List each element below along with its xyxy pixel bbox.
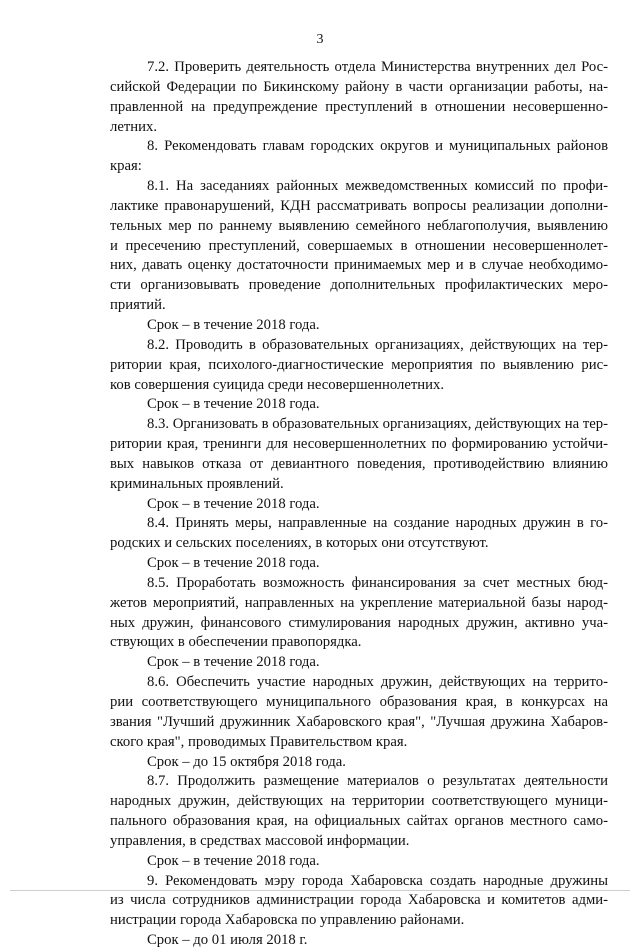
text-line: ков совершения суицида среди несовершеннолетних. [110, 376, 445, 393]
text-line: ритории края, тренинги для несовершеннолетних по формированию устойчи- [110, 436, 608, 453]
text-line: нистрации города Хабаровска по управлению районами. [110, 912, 465, 929]
text-line: летних. [110, 118, 158, 135]
scan-edge-rule [10, 890, 630, 891]
paragraph [110, 177, 608, 316]
text-line: народных дружин, действующих на территории соответствующего муници- [110, 793, 608, 810]
paragraph [110, 316, 608, 336]
text-line: приятий. [110, 297, 166, 314]
text-line: Срок – в течение 2018 года. [147, 654, 320, 671]
text-line: Срок – в течение 2018 года. [147, 495, 320, 512]
paragraph [110, 336, 608, 396]
text-line: 8.3. Организовать в образовательных организациях, действующих на тер- [147, 416, 608, 433]
paragraph [110, 931, 608, 951]
text-line: вых навыков отказа от девиантного поведения, противодействию влиянию [110, 455, 608, 472]
document-body [110, 58, 608, 951]
text-line: ского края", проводимых Правительством края. [110, 733, 408, 750]
text-line: них, давать оценку достаточности принимаемых мер и в случае необходимо- [110, 257, 608, 274]
paragraph [110, 653, 608, 673]
paragraph [110, 514, 608, 554]
text-line: сти организовывать проведение дополнительных профилактических меро- [110, 277, 608, 294]
text-line: управления, в средствах массовой информации. [110, 832, 410, 849]
text-line: Срок – в течение 2018 года. [147, 852, 320, 869]
text-line: пального образования края, на официальных сайтах органов местного само- [110, 813, 608, 830]
paragraph [110, 58, 608, 137]
paragraph [110, 673, 608, 752]
text-line: правленной на предупреждение преступлений в отношении несовершенно- [110, 98, 608, 115]
text-line: Срок – до 01 июля 2018 г. [147, 932, 308, 949]
text-line: ствующих в обеспечении правопорядка. [110, 634, 362, 651]
text-line: и пресечению преступлений, совершаемых в отношении несовершеннолет- [110, 237, 608, 254]
text-line: 8. Рекомендовать главам городских округов и муниципальных районов [147, 138, 608, 155]
paragraph [110, 554, 608, 574]
paragraph [110, 415, 608, 494]
paragraph [110, 753, 608, 773]
text-line: сийской Федерации по Бикинскому району в части организации работы, на- [110, 78, 608, 95]
paragraph [110, 395, 608, 415]
text-line: жетов мероприятий, направленных на укрепление материальной базы народ- [110, 594, 608, 611]
text-line: 8.5. Проработать возможность финансирования за счет местных бюд- [147, 574, 608, 591]
paragraph [110, 495, 608, 515]
text-line: родских и сельских поселениях, в которых они отсутствуют. [110, 535, 489, 552]
text-line: 7.2. Проверить деятельность отдела Министерства внутренних дел Рос- [147, 59, 608, 75]
text-line: ных дружин, финансового стимулирования народных дружин, активно уча- [110, 614, 608, 631]
paragraph [110, 872, 608, 932]
text-line: края: [110, 158, 142, 175]
text-line: Срок – в течение 2018 года. [147, 396, 320, 413]
text-line: ритории края, психолого-диагностические мероприятия по выявлению рис- [110, 356, 608, 373]
paragraph [110, 137, 608, 177]
text-line: лактике правонарушений, КДН рассматривать вопросы реализации дополни- [110, 197, 608, 214]
paragraph [110, 772, 608, 851]
text-line: Срок – в течение 2018 года. [147, 555, 320, 572]
text-line: Срок – в течение 2018 года. [147, 316, 320, 333]
text-line: тельных мер по раннему выявлению семейного неблагополучия, выявлению [110, 217, 608, 234]
paragraph [110, 852, 608, 872]
text-line: из числа сотрудников администрации города Хабаровска и комитетов адми- [110, 892, 608, 909]
text-line: рии соответствующего муниципального образования края, в конкурсах на [110, 694, 608, 710]
text-line: 8.2. Проводить в образовательных организациях, действующих на тер- [147, 336, 608, 353]
page-number: 3 [316, 32, 324, 47]
text-line: 8.4. Принять меры, направленные на создание народных дружин в го- [147, 515, 608, 532]
text-line: криминальных проявлений. [110, 475, 284, 492]
text-line: 8.1. На заседаниях районных межведомственных комиссий по профи- [147, 178, 608, 195]
paragraph [110, 574, 608, 653]
text-line: Срок – до 15 октября 2018 года. [147, 753, 346, 770]
text-line: 8.7. Продолжить размещение материалов о результатах деятельности [147, 773, 608, 790]
text-line: звания "Лучший дружинник Хабаровского края", "Лучшая дружина Хабаров- [110, 713, 608, 730]
text-line: 8.6. Обеспечить участие народных дружин, действующих на террито- [147, 674, 608, 691]
text-line: 9. Рекомендовать мэру города Хабаровска создать народные дружины [147, 872, 608, 889]
